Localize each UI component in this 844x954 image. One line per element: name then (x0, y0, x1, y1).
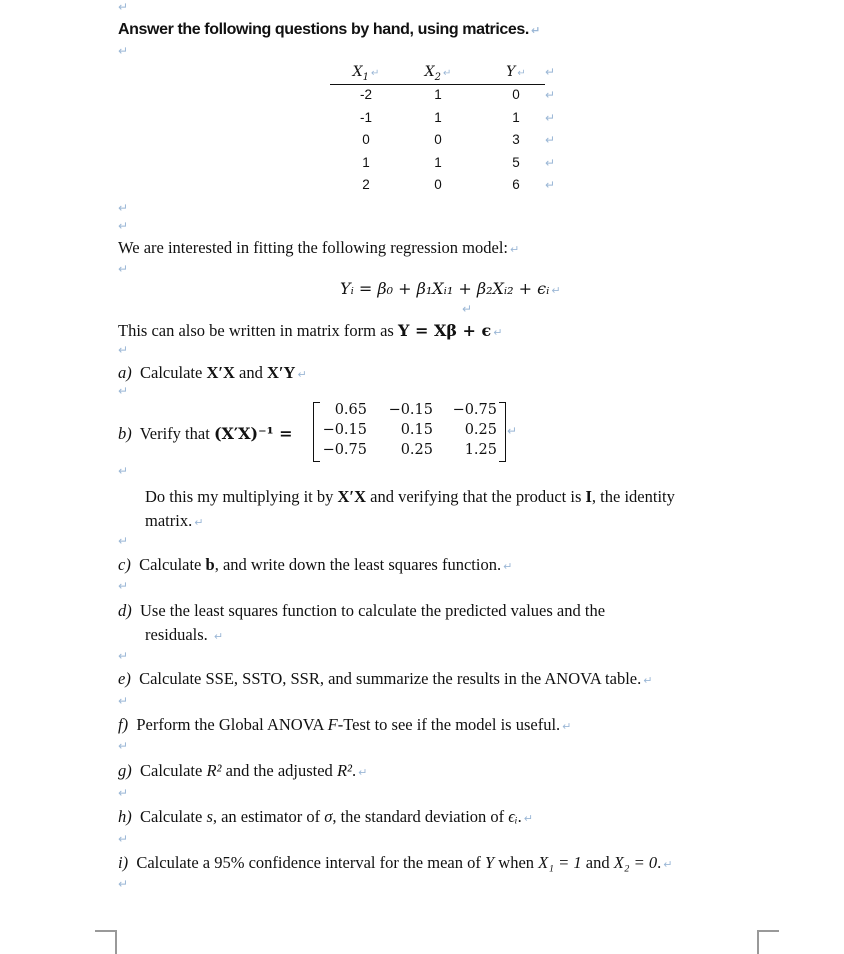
matrix-cell: −0.15 (388, 402, 433, 418)
note-text: Do this my multiplying it by (145, 487, 338, 506)
x1-condition: X₁ = 1 (538, 853, 582, 872)
matrix-term: X′X (206, 363, 235, 382)
table-cell-x1: 0 (362, 132, 370, 147)
matrix-term: X′X (337, 487, 366, 506)
r-squared: R² (206, 761, 222, 780)
question-a: a) Calculate X′X and X′Y ↵ (118, 363, 307, 382)
s-variable: s (206, 807, 213, 826)
paragraph-mark: ↵ (118, 877, 129, 891)
note-text: matrix. (145, 511, 193, 530)
vector-term: b (205, 555, 215, 574)
matrix-term: X′Y (267, 363, 296, 382)
paragraph-mark: ↵ (545, 133, 556, 147)
matrix-cell: −0.15 (322, 422, 367, 438)
table-cell-x2: 1 (434, 109, 442, 125)
f-variable: F (327, 715, 338, 734)
question-label: f) (118, 715, 129, 734)
table-header-x1: $X_1$ ↵ (352, 64, 380, 83)
question-text: Calculate (140, 363, 207, 382)
question-text: -Test to see if the model is useful. (337, 715, 561, 734)
question-label: i) (118, 853, 129, 872)
question-label: b) (118, 424, 132, 443)
paragraph-mark: ↵ (118, 201, 129, 215)
question-text: Verify that (139, 424, 214, 443)
paragraph-mark: ↵ (545, 88, 556, 102)
r-squared: R² (336, 761, 352, 780)
matrix-right-bracket (499, 402, 506, 462)
paragraph-mark: ↵ (118, 464, 129, 478)
page-title (118, 21, 540, 39)
epsilon-variable: ϵᵢ (508, 807, 518, 826)
model-equation: Yᵢ = β₀ + β₁Xᵢ₁ + β₂Xᵢ₂ + ϵᵢ ↵ (340, 279, 561, 298)
question-text: . (351, 761, 357, 780)
question-label: e) (118, 669, 131, 688)
paragraph-mark: ↵ (545, 65, 556, 79)
question-text: Use the least squares function to calculate the predicted values and the (140, 601, 606, 620)
question-label: a) (118, 363, 132, 382)
table-header-x2: $X_2$ ↵ (424, 64, 452, 83)
question-label: h) (118, 807, 132, 826)
inverse-matrix (313, 402, 506, 462)
question-text: and the adjusted (221, 761, 337, 780)
question-label: g) (118, 761, 132, 780)
question-b-note (145, 487, 675, 507)
question-label: c) (118, 555, 131, 574)
table-cell-x2: 1 (434, 154, 442, 170)
question-text: Calculate (140, 761, 207, 780)
question-text: Calculate a 95% confidence interval for the mean of (136, 853, 485, 872)
question-b-note-line2: matrix. ↵ (145, 511, 204, 530)
paragraph-mark: ↵ (118, 534, 129, 548)
table-cell-y: 3 (512, 132, 520, 147)
intro-text: We are interested in fitting the following regression model: ↵ (118, 238, 520, 257)
question-text: , the standard deviation of (332, 807, 509, 826)
question-d (118, 601, 605, 621)
question-text: and (581, 853, 614, 872)
paragraph-mark: ↵ (118, 384, 129, 398)
question-text: Calculate (140, 807, 207, 826)
paragraph-mark: ↵ (507, 424, 518, 438)
table-cell-x2: 1 (434, 87, 442, 102)
question-text: , and write down the least squares function. (214, 555, 502, 574)
note-text: and verifying that the product is (366, 487, 586, 506)
matrix-cell: 0.25 (464, 422, 497, 438)
paragraph-mark: ↵ (462, 302, 473, 316)
table-cell-x1: 1 (362, 154, 370, 170)
matrix-cell: −0.75 (452, 402, 497, 418)
x2-condition: X₂ = 0 (613, 853, 658, 872)
table-cell-y: 0 (512, 87, 520, 102)
matrix-form-text: This can also be written in matrix form as (118, 321, 398, 340)
table-cell-x2: 0 (434, 177, 442, 192)
paragraph-mark: ↵ (530, 24, 540, 37)
paragraph-mark: ↵ (118, 0, 129, 14)
question-text: when (494, 853, 539, 872)
matrix-cell: −0.75 (322, 442, 367, 458)
question-i: i) Calculate a 95% confidence interval for the mean of Y when X₁ = 1 and X₂ = 0. ↵ (118, 853, 673, 872)
matrix-cell: 1.25 (464, 442, 497, 458)
table-cell-y: 1 (512, 109, 520, 125)
matrix-form-line: This can also be written in matrix form as Y = Xβ + ϵ ↵ (118, 321, 503, 340)
paragraph-mark: ↵ (118, 343, 129, 357)
model-equation-text: Yᵢ = β₀ + β₁Xᵢ₁ + β₂Xᵢ₂ + ϵᵢ (340, 279, 550, 298)
question-label: d) (118, 601, 132, 620)
paragraph-mark: ↵ (118, 694, 129, 708)
paragraph-mark: ↵ (545, 155, 556, 170)
question-text: . (657, 853, 662, 872)
question-text: . (517, 807, 522, 826)
paragraph-mark: ↵ (545, 110, 556, 125)
identity-term: I (585, 487, 592, 506)
question-g: g) Calculate R² and the adjusted R². ↵ (118, 761, 368, 780)
title-text: Answer the following questions by hand, using matrices. (118, 21, 529, 38)
table-cell-y: 6 (512, 177, 520, 192)
question-text: residuals. (145, 625, 208, 644)
question-text: , an estimator of (212, 807, 325, 826)
table-cell-x2: 0 (434, 132, 442, 147)
paragraph-mark: ↵ (118, 262, 129, 276)
question-f: f) Perform the Global ANOVA F-Test to see if the model is useful. ↵ (118, 715, 572, 734)
paragraph-mark: ↵ (118, 786, 129, 800)
paragraph-mark: ↵ (118, 44, 129, 58)
paragraph-mark: ↵ (118, 832, 129, 846)
matrix-cell: 0.25 (400, 442, 433, 458)
question-text: Perform the Global ANOVA (136, 715, 328, 734)
question-c: c) Calculate b, and write down the least squares function. ↵ (118, 555, 513, 574)
paragraph-mark: ↵ (118, 219, 129, 233)
inverse-matrix-lhs: (X′X)⁻¹ = (213, 424, 293, 443)
matrix-cell: 0.15 (400, 422, 433, 438)
question-d-line2: residuals. ↵ (145, 625, 224, 644)
question-text: Calculate (139, 555, 206, 574)
table-cell-x1: -1 (359, 109, 372, 125)
paragraph-mark: ↵ (118, 739, 129, 753)
note-text: , the identity (591, 487, 675, 506)
paragraph-mark: ↵ (118, 579, 129, 593)
question-h: h) Calculate s, an estimator of σ, the standard deviation of ϵᵢ. ↵ (118, 807, 533, 826)
paragraph-mark: ↵ (118, 649, 129, 663)
question-text: and (234, 363, 267, 382)
table-header-y: Y ↵ (506, 64, 526, 80)
table-cell-x1: -2 (359, 87, 372, 102)
question-e: e) Calculate SSE, SSTO, SSR, and summarize the results in the ANOVA table. ↵ (118, 669, 653, 688)
table-header-rule (330, 84, 545, 85)
paragraph-mark: ↵ (545, 178, 556, 192)
matrix-cell: 0.65 (334, 402, 367, 418)
intro-label: We are interested in fitting the following regression model: (118, 238, 508, 257)
table-cell-y: 5 (512, 154, 520, 170)
sigma-variable: σ (324, 807, 333, 826)
question-text: Calculate SSE, SSTO, SSR, and summarize the results in the ANOVA table. (139, 669, 642, 688)
question-b (118, 424, 293, 444)
y-variable: Y (484, 853, 495, 872)
matrix-form-equation: Y = Xβ + ϵ (397, 321, 492, 340)
table-cell-x1: 2 (362, 177, 370, 192)
